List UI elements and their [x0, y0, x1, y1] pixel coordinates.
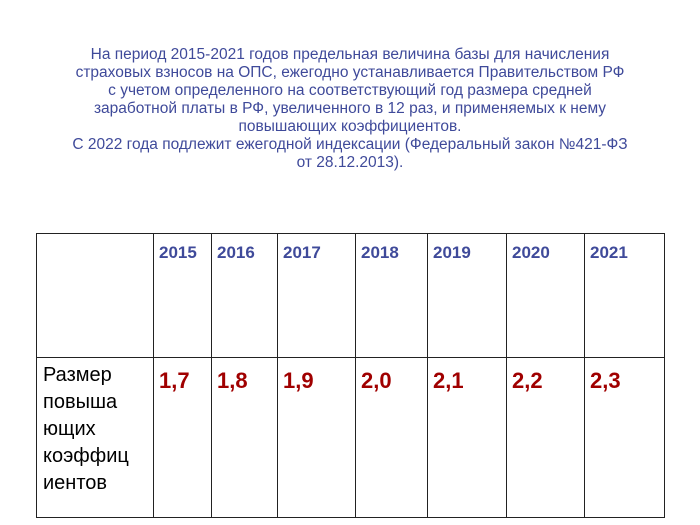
row-label-line: ющих — [43, 418, 96, 440]
value-cell-2018: 2,0 — [356, 358, 428, 518]
value-cell-2019: 2,1 — [428, 358, 507, 518]
value-cell-2020: 2,2 — [507, 358, 585, 518]
intro-line: На период 2015-2021 годов предельная величина базы для начисления — [90, 46, 610, 63]
table-row — [37, 358, 665, 518]
corner-cell — [37, 234, 154, 358]
value-cell-2021: 2,3 — [585, 358, 665, 518]
row-label-cell — [37, 358, 154, 518]
year-header-2020: 2020 — [507, 234, 585, 358]
row-label-line: коэффиц — [43, 445, 129, 467]
intro-line: с учетом определенного на соответствующий год размера средней — [108, 82, 592, 99]
year-header-2016: 2016 — [212, 234, 278, 358]
intro-line: повышающих коэффициентов. — [238, 118, 462, 135]
year-header-2019: 2019 — [428, 234, 507, 358]
value-cell-2015: 1,7 — [154, 358, 212, 518]
year-header-2021: 2021 — [585, 234, 665, 358]
intro-line: С 2022 года подлежит ежегодной индексации (Федеральный закон №421-ФЗ — [72, 136, 628, 153]
year-header-2017: 2017 — [278, 234, 356, 358]
intro-line: от 28.12.2013). — [296, 154, 404, 171]
coefficients-table — [36, 233, 665, 518]
intro-text — [12, 46, 688, 172]
intro-line: страховых взносов на ОПС, ежегодно устанавливается Правительством РФ — [75, 64, 625, 81]
year-header-2018: 2018 — [356, 234, 428, 358]
row-label-line: повыша — [43, 391, 118, 413]
year-header-2015: 2015 — [154, 234, 212, 358]
row-label-line: иентов — [43, 472, 108, 494]
value-cell-2016: 1,8 — [212, 358, 278, 518]
value-cell-2017: 1,9 — [278, 358, 356, 518]
header-row — [37, 234, 665, 358]
row-label-line: Размер — [43, 364, 112, 386]
intro-line: заработной платы в РФ, увеличенного в 12 раз, и применяемых к нему — [93, 100, 607, 117]
